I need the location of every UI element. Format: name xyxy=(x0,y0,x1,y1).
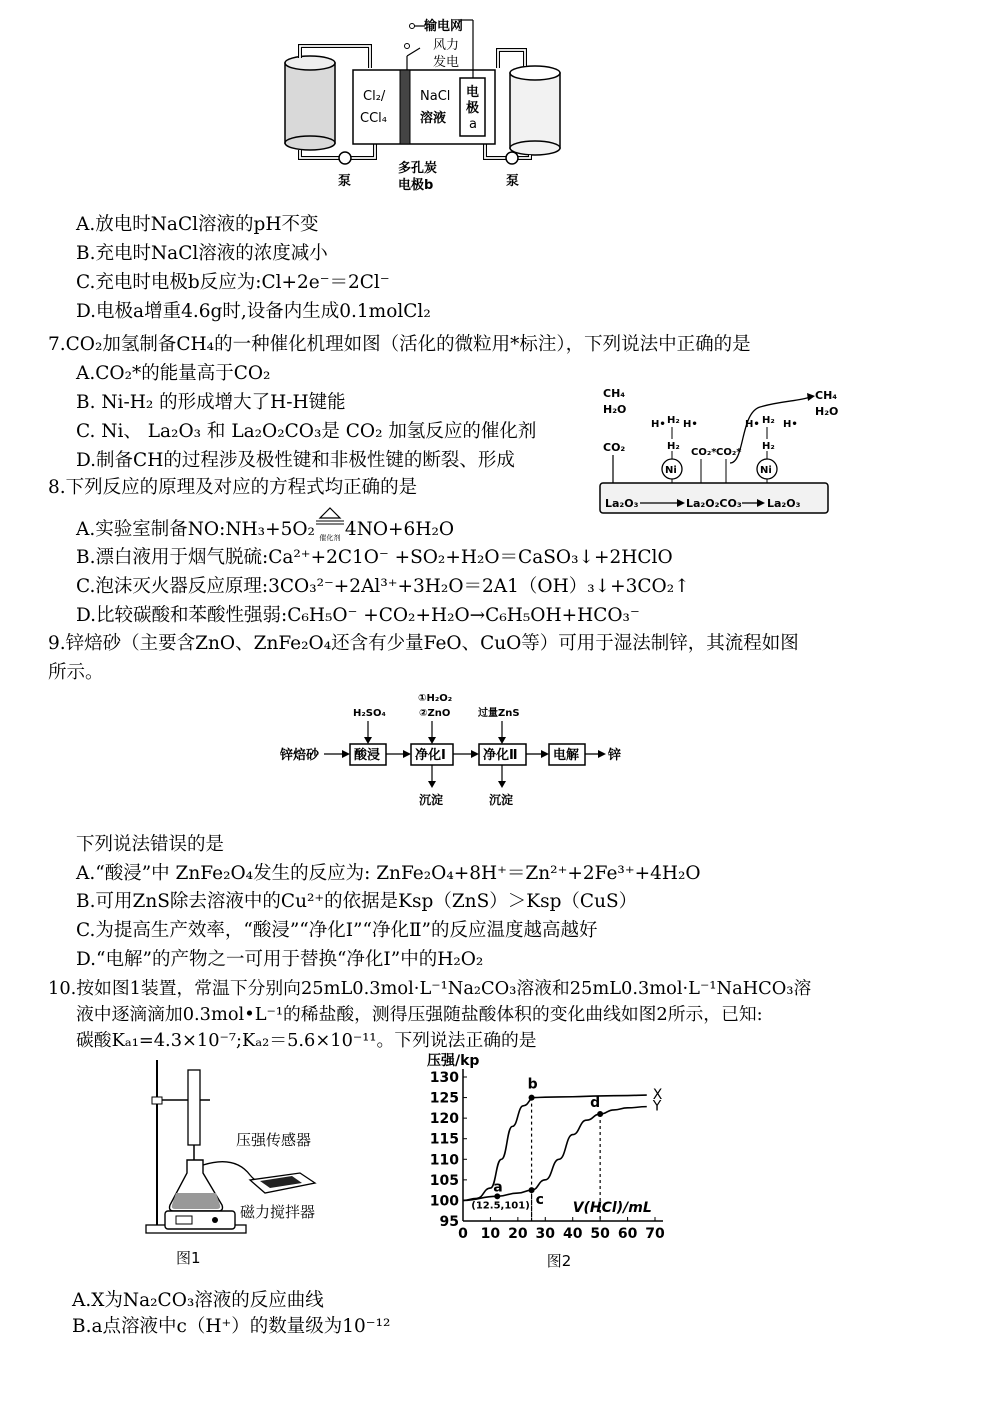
product-arrowhead xyxy=(807,393,815,401)
q8-option-c: C.泡沫灭火器反应原理:3CO₃²⁻+2Al³⁺+3H₂O＝2A1（OH）₃↓+3CO₂↑ xyxy=(76,576,690,597)
burette xyxy=(188,1070,200,1145)
flow-arrowhead-4 xyxy=(598,750,606,758)
q6-option-c: C.充电时电极b反应为:Cl+2e⁻＝2Cl⁻ xyxy=(76,272,390,293)
flow-input-1: H₂SO₄ xyxy=(353,708,386,719)
flow-chart xyxy=(280,688,640,810)
q10-stem-1: 10.按如图1装置，常温下分别向25mL0.3mol·L⁻¹Na₂CO₃溶液和25mL0.3mol·L⁻¹NaHCO₃溶 xyxy=(48,978,812,999)
q9-stem-2: 所示。 xyxy=(48,662,104,683)
flow-input-head-3 xyxy=(498,737,506,744)
flow-start: 锌焙砂 xyxy=(280,748,320,763)
pump-label-right: 泵 xyxy=(506,174,520,189)
mechanism-figure xyxy=(595,383,840,518)
q9-option-c: C.为提高生产效率，“酸浸”“净化I”“净化Ⅱ”的反应温度越高越好 xyxy=(76,920,598,941)
la2o3-right: La₂O₃ xyxy=(767,497,801,510)
y-tick-label: 130 xyxy=(429,1070,459,1086)
right-tank-bottom xyxy=(510,141,560,155)
q10-option-b xyxy=(72,1315,390,1339)
left-chem-2: CCl₄ xyxy=(360,111,387,126)
left-pump xyxy=(339,152,351,164)
q8-a-prefix: A.实验室制备NO:NH₃+5O₂ xyxy=(76,519,315,540)
flow-input-head-1 xyxy=(364,737,372,744)
y-tick-label: 95 xyxy=(439,1214,459,1230)
q6-option-a: A.放电时NaCl溶液的pH不变 xyxy=(76,214,319,235)
electrode-a-label-2: 极 xyxy=(466,101,480,116)
right-pump xyxy=(506,152,518,164)
y-tick-label: 125 xyxy=(429,1090,459,1107)
stand-clamp-knob xyxy=(152,1097,162,1104)
left-tank-bottom xyxy=(285,136,335,150)
q7-option-a: A.CO₂*的能量高于CO₂ xyxy=(76,363,271,384)
q6-option-d: D.电极a增重4.6g时,设备内生成0.1molCl₂ xyxy=(76,301,431,322)
q9-sub: 下列说法错误的是 xyxy=(76,834,225,855)
series-line-x xyxy=(463,1095,647,1200)
h-star-4: H• xyxy=(783,419,798,430)
co2-label: CO₂ xyxy=(603,441,626,454)
flask-liquid xyxy=(172,1193,220,1209)
q8-stem: 8.下列反应的原理及对应的方程式均正确的是 xyxy=(48,477,418,498)
q10-stem-2: 液中逐滴滴加0.3mol•L⁻¹的稀盐酸，测得压强随盐酸体积的变化曲线如图2所示，已知: xyxy=(76,1004,763,1025)
q6-option-b: B.充电时NaCl溶液的浓度减小 xyxy=(76,243,328,264)
ni-label-2: Ni xyxy=(760,465,772,476)
wind-label-2: 发电 xyxy=(433,55,460,70)
porous-electrode-b xyxy=(400,70,410,144)
x-tick-label: 0 xyxy=(458,1226,468,1242)
h2-3: H₂ xyxy=(762,415,775,426)
flow-input-2b: ②ZnO xyxy=(419,708,451,719)
h-star-3: H• xyxy=(745,419,760,430)
q8-option-d: D.比较碳酸和苯酸性强弱:C₆H₅O⁻ +CO₂+H₂O→C₆H₅OH+HCO₃⁻ xyxy=(76,605,640,626)
switch-dot-1 xyxy=(410,24,415,29)
flow-output-head-2 xyxy=(498,781,506,788)
series-label-y: Y xyxy=(652,1098,662,1115)
product-curve xyxy=(730,397,810,463)
y-tick-label: 100 xyxy=(429,1193,459,1210)
mid-chem-1: NaCl xyxy=(420,89,451,104)
flow-box-3-label: 净化Ⅱ xyxy=(483,748,518,763)
x-tick-label: 60 xyxy=(617,1226,638,1242)
right-pipe-top-inner xyxy=(498,50,525,68)
sensor-label: 压强传感器 xyxy=(236,1131,312,1149)
x-tick-label: 70 xyxy=(645,1226,665,1242)
point-label-d: d xyxy=(590,1095,601,1112)
h2-1: H₂ xyxy=(667,415,680,426)
catalyst-label: 催化剂 xyxy=(319,534,341,542)
ch4-right: CH₄ xyxy=(815,389,838,402)
right-tank-top xyxy=(510,66,560,80)
apparatus-figure xyxy=(140,1055,370,1270)
switch-dot-2 xyxy=(405,44,410,49)
porous-label-2: 电极b xyxy=(398,178,434,193)
flow-output-2: 沉淀 xyxy=(489,793,514,807)
h2-2: H₂ xyxy=(667,441,680,452)
flow-box-2-label: 净化Ⅰ xyxy=(415,748,446,763)
h2-4: H₂ xyxy=(762,441,775,452)
q10-option-a: A.X为Na₂CO₃溶液的反应曲线 xyxy=(72,1290,324,1311)
x-tick-label: 10 xyxy=(480,1226,501,1242)
battery-figure xyxy=(270,8,570,198)
flow-box-4-label: 电解 xyxy=(553,748,580,763)
x-tick-label: 30 xyxy=(535,1226,556,1242)
ch4-left: CH₄ xyxy=(603,387,626,400)
h2o-right: H₂O xyxy=(815,405,839,418)
flow-input-3: 过量ZnS xyxy=(478,708,520,719)
q7-option-b: B. Ni-H₂ 的形成增大了H-H键能 xyxy=(76,392,346,413)
flow-arrowhead-2 xyxy=(471,750,479,758)
right-tank xyxy=(510,73,560,148)
q7-option-c: C. Ni、 La₂O₃ 和 La₂O₂CO₃是 CO₂ 加氢反应的催化剂 xyxy=(76,421,537,442)
q7-stem: 7.CO₂加氢制备CH₄的一种催化机理如图（活化的微粒用*标注），下列说法中正确的是 xyxy=(48,334,751,355)
x-tick-label: 20 xyxy=(508,1226,528,1242)
y-tick-label: 110 xyxy=(429,1152,459,1169)
point-note-a: (12.5,101) xyxy=(471,1200,530,1212)
mid-chem-2: 溶液 xyxy=(420,111,447,126)
flow-arrowhead-3 xyxy=(541,750,549,758)
co2-star-1: CO₂* xyxy=(691,447,717,458)
x-tick-label: 40 xyxy=(562,1226,583,1242)
q7-option-d: D.制备CH的过程涉及极性键和非极性键的断裂、形成 xyxy=(76,450,515,471)
left-chem-1: Cl₂/ xyxy=(363,89,386,104)
q10-b-text: B.a点溶液中c（H⁺）的数量级为10⁻¹² xyxy=(72,1316,391,1337)
point-label-c: c xyxy=(535,1192,544,1209)
porous-label-1: 多孔炭 xyxy=(398,161,438,176)
y-tick-label: 115 xyxy=(429,1131,459,1148)
left-tank xyxy=(285,63,335,143)
flow-arrowhead-1 xyxy=(403,750,411,758)
flow-arrowhead-0 xyxy=(342,750,350,758)
h-star-1: H• xyxy=(651,419,666,430)
flow-input-2a: ①H₂O₂ xyxy=(418,693,453,704)
x-tick-label: 50 xyxy=(590,1226,610,1242)
q9-option-d: D.“电解”的产物之一可用于替换“净化I”中的H₂O₂ xyxy=(76,949,484,970)
point-label-b: b xyxy=(527,1076,538,1093)
right-pipe-top xyxy=(498,50,525,68)
grid-label: 输电网 xyxy=(424,19,464,34)
point-label-a: a xyxy=(493,1179,503,1196)
stirrer-label: 磁力搅拌器 xyxy=(240,1203,316,1221)
h2o-left: H₂O xyxy=(603,403,627,416)
q9-option-b: B.可用ZnS除去溶液中的Cu²⁺的依据是Ksp（ZnS）＞Ksp（CuS） xyxy=(76,891,638,912)
series-line-y xyxy=(463,1107,647,1201)
la2o3-left: La₂O₃ xyxy=(605,497,639,510)
q9-option-a: A.“酸浸”中 ZnFe₂O₄发生的反应为: ZnFe₂O₄+8H⁺＝Zn²⁺+2Fe³⁺+4H₂O xyxy=(76,863,701,884)
y-axis-label: 压强/kp xyxy=(427,1053,480,1069)
q8-a-suffix: 4NO+6H₂O xyxy=(344,519,455,540)
y-tick-label: 120 xyxy=(429,1111,459,1128)
h-star-2: H• xyxy=(683,419,698,430)
stirrer-display xyxy=(176,1216,192,1224)
y-tick-label: 105 xyxy=(429,1172,459,1189)
pressure-chart xyxy=(415,1045,695,1275)
electrode-a-label-3: a xyxy=(469,117,477,132)
flow-box-1-label: 酸浸 xyxy=(354,748,381,763)
flow-output-head-1 xyxy=(428,781,436,788)
co2-star-2: CO₂* xyxy=(716,447,742,458)
wind-label-1: 风力 xyxy=(433,38,460,53)
flow-input-head-2 xyxy=(428,737,436,744)
pump-label-left: 泵 xyxy=(338,174,352,189)
series-label-x: X xyxy=(652,1087,663,1104)
fig1-caption: 图1 xyxy=(176,1249,201,1267)
q9-stem-1: 9.锌焙砂（主要含ZnO、ZnFe₂O₄还含有少量FeO、CuO等）可用于湿法制锌，其流程如图 xyxy=(48,633,799,654)
flow-output-1: 沉淀 xyxy=(419,793,444,807)
flow-end: 锌 xyxy=(608,748,622,763)
electrode-a-label-1: 电 xyxy=(466,85,480,100)
x-axis-label: V(HCl)/mL xyxy=(572,1200,652,1216)
la2o2co3: La₂O₂CO₃ xyxy=(686,497,742,510)
stirrer-knob xyxy=(212,1217,218,1223)
left-tank-top xyxy=(285,56,335,70)
switch-line xyxy=(407,48,420,56)
ni-label-1: Ni xyxy=(665,465,677,476)
q10-stem-3: 碳酸Kₐ₁=4.3×10⁻⁷;Kₐ₂＝5.6×10⁻¹¹。下列说法正确的是 xyxy=(76,1030,537,1051)
fig2-caption: 图2 xyxy=(546,1252,572,1270)
q8-option-a xyxy=(76,518,454,542)
q8-option-b: B.漂白液用于烟气脱硫:Ca²⁺+2C1O⁻ +SO₂+H₂O＝CaSO₃↓+2HClO xyxy=(76,547,673,568)
